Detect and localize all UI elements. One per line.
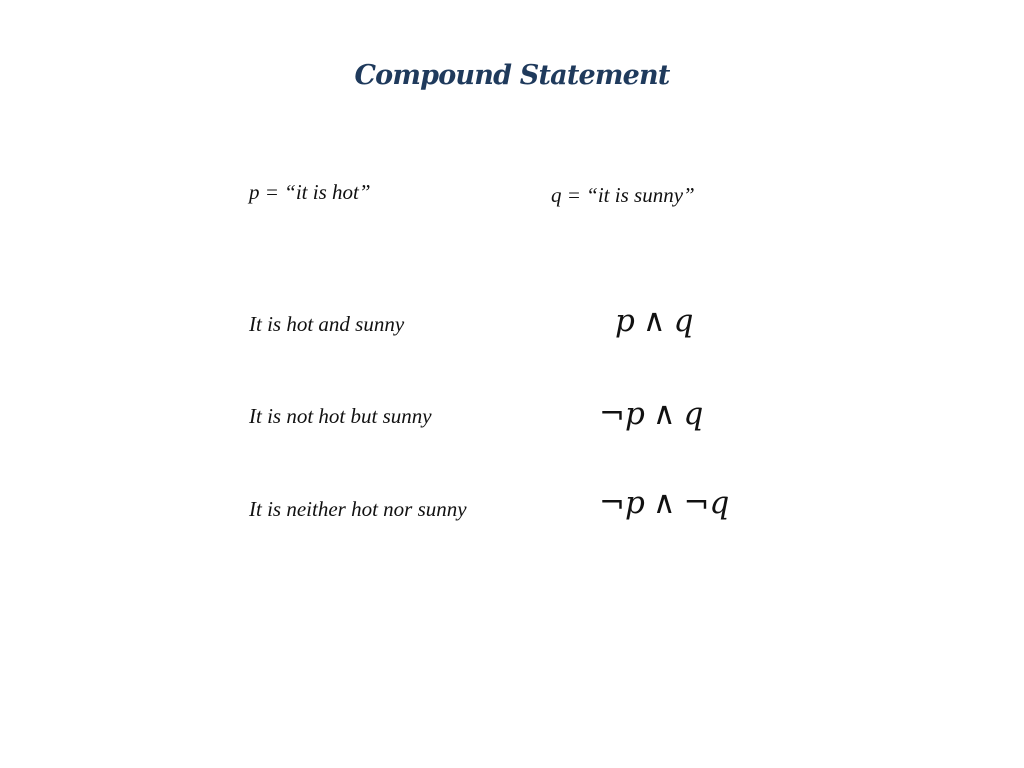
and-symbol: ∧: [652, 396, 676, 432]
and-symbol: ∧: [652, 485, 676, 521]
formula-not-p-and-q: [599, 396, 703, 432]
formula-p-and-q: [615, 303, 693, 339]
variable-p: p: [624, 485, 645, 521]
definition-p: p = “it is hot”: [249, 180, 371, 204]
variable-q: q: [673, 303, 694, 339]
statement-not-hot-but-sunny: It is not hot but sunny: [249, 404, 432, 428]
variable-q: q: [709, 485, 730, 521]
negation-symbol: ¬: [599, 485, 625, 521]
statement-neither-hot-nor-sunny: It is neither hot nor sunny: [249, 497, 467, 521]
slide-title: Compound Statement: [354, 60, 670, 91]
negation-symbol: ¬: [599, 396, 625, 432]
variable-p: p: [624, 396, 645, 432]
variable-p: p: [615, 303, 635, 339]
formula-not-p-and-not-q: [599, 485, 729, 521]
negation-symbol: ¬: [683, 485, 710, 521]
and-symbol: ∧: [642, 303, 666, 339]
statement-hot-and-sunny: It is hot and sunny: [249, 312, 405, 336]
variable-q: q: [683, 396, 704, 432]
definition-q: q = “it is sunny”: [551, 183, 695, 207]
